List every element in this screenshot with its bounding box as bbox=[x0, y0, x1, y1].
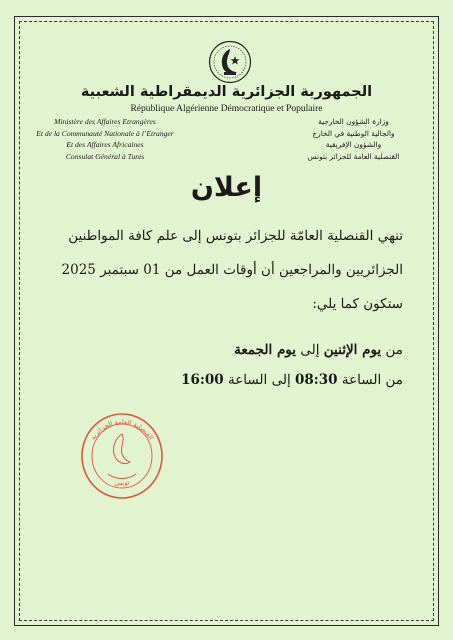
national-emblem-icon bbox=[208, 40, 252, 84]
ministry-fr-line: Et de la Communauté Nationale à l’Etranger bbox=[36, 128, 174, 138]
ministry-fr-line: Consulat Général à Tunis bbox=[65, 151, 145, 161]
ministry-ar-line: والشؤون الإفريقية bbox=[325, 140, 382, 149]
time-to: 16:00 bbox=[181, 372, 224, 388]
hours-middle: إلى الساعة bbox=[227, 372, 291, 388]
country-name-arabic: الجمهورية الجزائرية الديمقراطية الشعبية bbox=[80, 84, 373, 100]
ministry-ar-line: وزارة الشؤون الخارجية bbox=[318, 117, 389, 126]
consulate-stamp bbox=[78, 410, 166, 502]
ministry-ar-line: والجالية الوطنية في الخارج bbox=[312, 128, 395, 138]
ministry-fr-line: Et des Affaires Africaines bbox=[66, 140, 144, 149]
days-middle: إلى bbox=[300, 342, 320, 358]
working-days bbox=[43, 342, 403, 358]
ministry-block-arabic bbox=[286, 116, 421, 162]
announcement-line-1: تنهي القنصلية العامّة للجزائر بتونس إلى علم كافة المواطنين bbox=[68, 228, 403, 244]
announcement-line-2: الجزائريين والمراجعين أن أوقات العمل من 01 سبتمبر 2025 bbox=[61, 262, 403, 278]
day-to: يوم الجمعة bbox=[234, 342, 297, 358]
ministry-ar-line: القنصلية العامة للجزائر بتونس bbox=[307, 151, 400, 161]
country-name-french: République Algérienne Démocratique et Populaire bbox=[130, 104, 323, 114]
ministry-block-french bbox=[30, 116, 180, 162]
time-from: 08:30 bbox=[295, 372, 338, 388]
ministry-fr-line: Ministère des Affaires Etrangères bbox=[54, 117, 156, 126]
announcement-line-3: ستكون كما يلي: bbox=[312, 296, 403, 312]
working-hours bbox=[43, 372, 403, 388]
svg-text:تونس bbox=[114, 478, 130, 487]
stamp-text-top: القنصلية العامة الجزائرية bbox=[89, 417, 156, 442]
day-from: يوم الإثنين bbox=[323, 342, 382, 358]
days-prefix: من bbox=[385, 342, 403, 358]
announcement-title: إعلان bbox=[190, 172, 263, 203]
stamp-text-bottom: تونس bbox=[114, 478, 131, 488]
hours-prefix: من الساعة bbox=[341, 372, 403, 388]
